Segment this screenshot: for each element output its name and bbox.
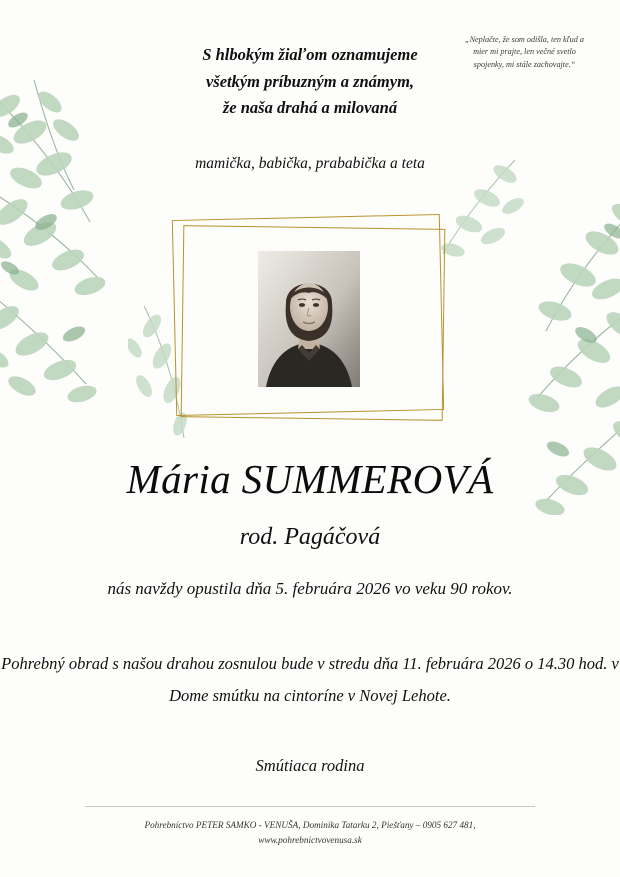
ceremony-line-2: bude v stredu dňa 11. februára 2026 o 14.30 hod. bbox=[281, 654, 608, 673]
deceased-name: Mária SUMMEROVÁ bbox=[126, 456, 494, 502]
footer-line-1: Pohrebníctvo PETER SAMKO - VENUŠA, Dominika Tatarku 2, Piešťany – 0905 627 481, bbox=[144, 820, 476, 830]
memorial-quote: „Neplačte, že som odišla, ten kľud a mier mi prajte, len večné svetlo spojenky, mi stále zachovajte.“ bbox=[465, 35, 584, 69]
passing-line-1: nás navždy opustila dňa 5. februára 2026 bbox=[107, 579, 391, 598]
ceremony-line-3: v Dome smútku na cintoríne v Novej Lehote. bbox=[169, 654, 619, 706]
funeral-home-footer bbox=[0, 818, 620, 848]
intro-line-2: všetkým príbuzným a známym, bbox=[205, 71, 415, 91]
ceremony-info bbox=[0, 648, 620, 712]
portrait-frame bbox=[172, 215, 448, 425]
announcement-intro bbox=[0, 42, 620, 122]
passing-line-2: vo veku 90 rokov. bbox=[394, 579, 513, 598]
intro-line-1: S hlbokým žiaľom oznamujeme bbox=[202, 45, 418, 64]
portrait-photo bbox=[258, 251, 360, 387]
passing-info bbox=[0, 572, 620, 605]
mourning-family: Smútiaca rodina bbox=[255, 756, 365, 775]
ceremony-line-1: Pohrebný obrad s našou drahou zosnulou bbox=[1, 654, 277, 673]
deceased-maiden-name: rod. Pagáčová bbox=[239, 524, 381, 550]
intro-line-3: že naša drahá a milovaná bbox=[222, 98, 398, 118]
footer-line-2: www.pohrebnictvovenusa.sk bbox=[258, 835, 362, 846]
footer-divider bbox=[85, 806, 535, 807]
relation-line: mamička, babička, prababička a teta bbox=[195, 155, 425, 172]
